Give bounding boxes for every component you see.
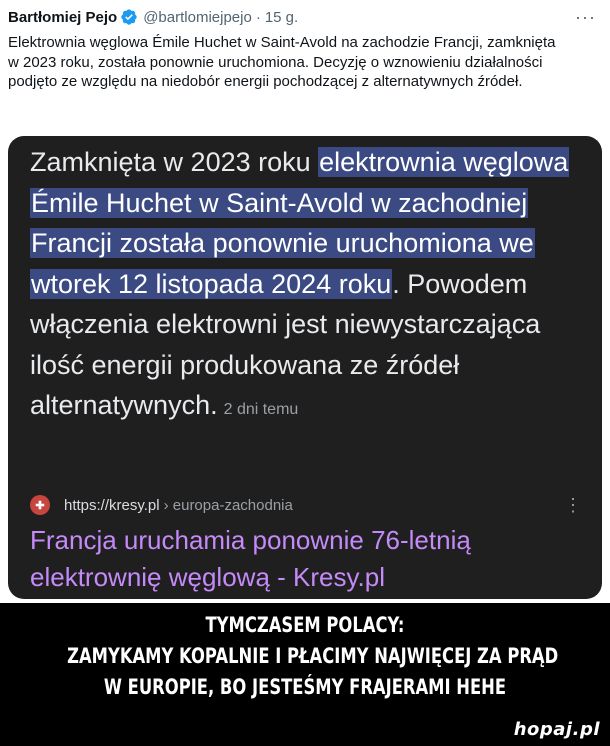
- more-horizontal-icon[interactable]: ···: [575, 7, 596, 27]
- snippet-text-after: . Powodem włączenia elektrowni jest niewystarczająca ilość energii produkowana ze źródeł alternatywnych.: [30, 268, 541, 420]
- more-vertical-icon[interactable]: ⋮: [564, 495, 582, 515]
- caption-line-3: W EUROPIE, BO JESTEŚMY FRAJERAMI HEHE: [103, 675, 507, 699]
- source-url[interactable]: https://kresy.pl: [64, 496, 160, 514]
- snippet-highlight: elektrownia węglowa Émile Huchet w Saint-Avold w zachodniej Francji została ponownie uruchomiona we wtorek 12 listopada 2024 roku: [31, 147, 569, 299]
- tweet-text: Elektrownia węglowa Émile Huchet w Saint-Avold na zachodzie Francji, zamknięta w 2023 roku, została ponownie uruchomiona. Decyzję o wznowieniu działalności podjęto ze względu na niedobór energii pochodzącej z alternatywnych źródeł.: [8, 34, 556, 90]
- result-title-link[interactable]: Francja uruchamia ponownie 76-letnią elektrownię węglową - Kresy.pl: [30, 525, 471, 592]
- verified-badge-icon: [120, 8, 138, 26]
- snippet-text-before: Zamknięta w 2023 roku: [30, 147, 319, 177]
- caption-line-1: TYMCZASEM POLACY:: [205, 613, 405, 637]
- tweet-time[interactable]: 15 g.: [264, 8, 299, 26]
- watermark: hopaj.pl: [513, 719, 600, 740]
- author-handle[interactable]: @bartlomiejpejo: [143, 8, 252, 26]
- snippet-time-ago: 2 dni temu: [223, 401, 299, 418]
- author-name[interactable]: Bartłomiej Pejo: [8, 8, 118, 26]
- embedded-search-screenshot: [8, 136, 602, 599]
- tweet-header: [8, 6, 596, 28]
- caption-line-2: ZAMYKAMY KOPALNIE I PŁACIMY NAJWIĘCEJ ZA PRĄD: [67, 644, 559, 668]
- source-row: [30, 492, 582, 518]
- source-path: › europa-zachodnia: [163, 496, 293, 514]
- search-snippet: [30, 142, 590, 431]
- separator-dot: ·: [255, 8, 261, 26]
- site-favicon: ✚: [30, 495, 50, 515]
